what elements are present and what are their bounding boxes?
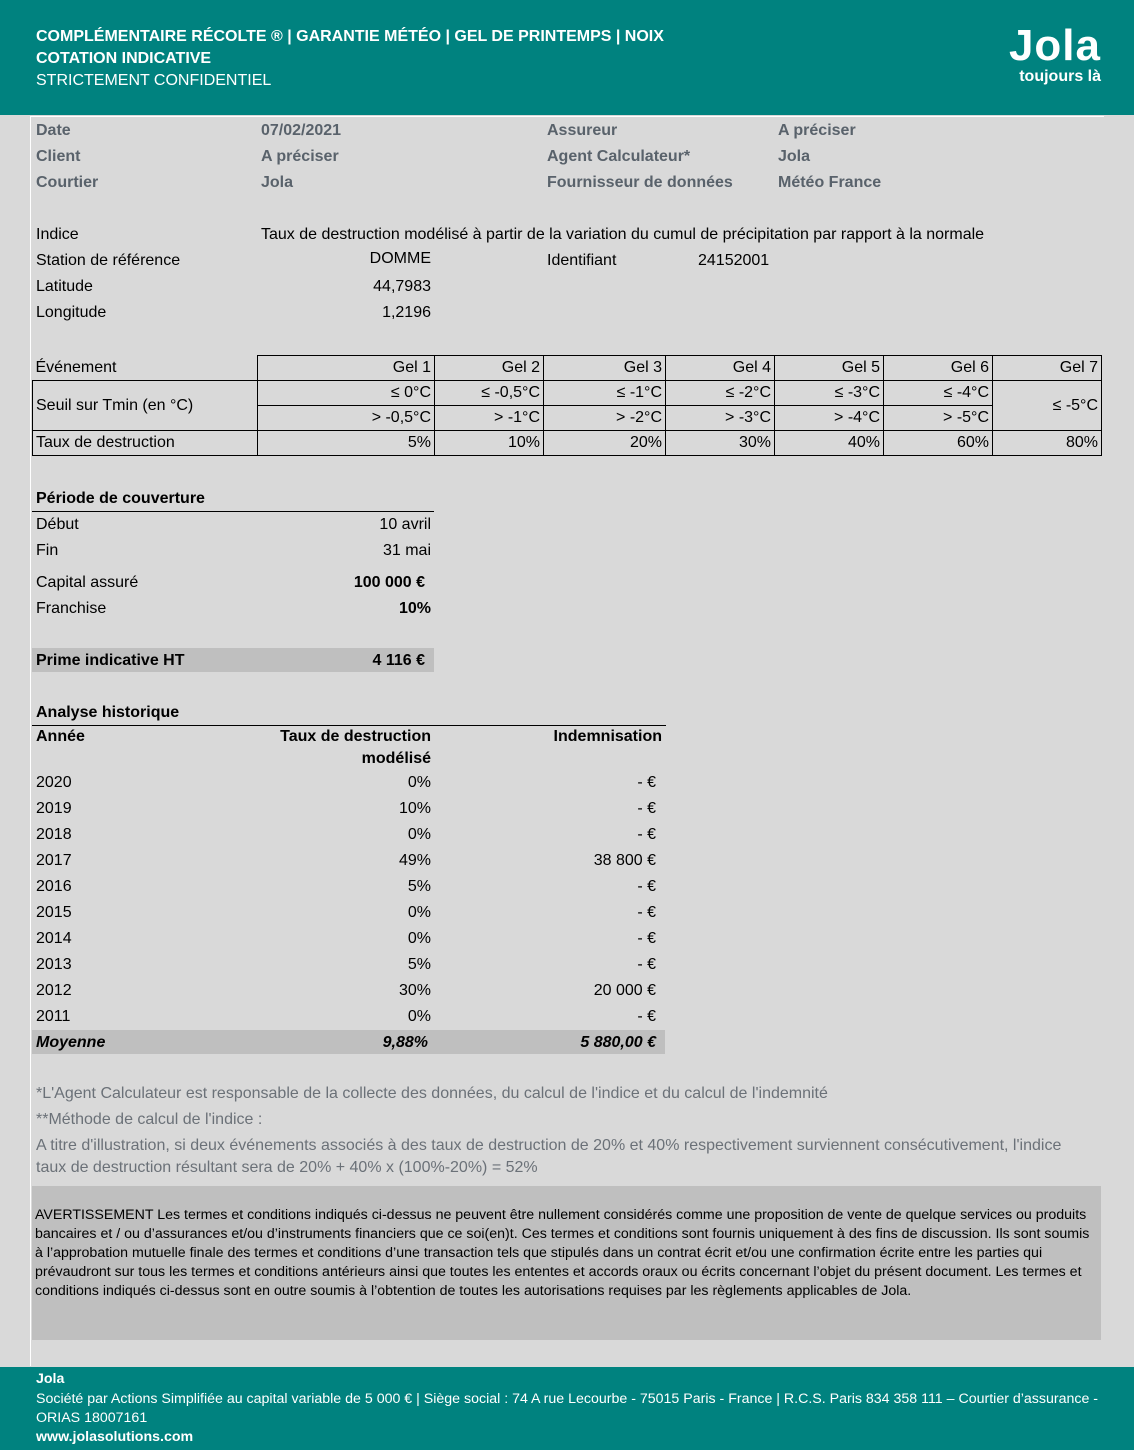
- history-rate: 5%: [407, 956, 431, 973]
- footer-website-link[interactable]: www.jolasolutions.com: [36, 1429, 194, 1445]
- history-year: 2011: [36, 1008, 71, 1025]
- threshold-upper: ≤ 0°C: [258, 381, 435, 406]
- latitude-label: Latitude: [36, 278, 93, 295]
- threshold-upper-row: [33, 381, 1102, 406]
- history-year: 2013: [36, 956, 72, 973]
- col-rate-header: Taux de destruction: [280, 728, 431, 745]
- history-rate: 0%: [407, 930, 431, 947]
- logo-tagline: toujours là: [1019, 68, 1101, 85]
- destruction-rate: 40%: [775, 431, 884, 456]
- destruction-rate: 10%: [435, 431, 544, 456]
- event-label: Événement: [35, 358, 117, 376]
- destruction-rate-row: [33, 431, 1102, 456]
- event-name: Gel 1: [258, 356, 435, 381]
- history-rate: 49%: [398, 852, 431, 869]
- col-year-header: Année: [36, 728, 85, 745]
- date-value: 07/02/2021: [261, 122, 342, 139]
- footer-company: Jola: [36, 1371, 65, 1387]
- history-indemn: 20 000 €: [593, 982, 656, 999]
- threshold-lower: > -3°C: [666, 406, 775, 431]
- history-year: 2017: [36, 852, 72, 869]
- history-rate: 10%: [398, 800, 431, 817]
- header-confidential: STRICTEMENT CONFIDENTIEL: [36, 72, 272, 89]
- history-indemn: - €: [637, 904, 656, 921]
- courtier-label: Courtier: [36, 174, 99, 191]
- threshold-upper: ≤ -3°C: [775, 381, 884, 406]
- events-header-row: [33, 356, 1102, 381]
- agent-label: Agent Calculateur*: [547, 148, 691, 165]
- history-rate: 0%: [407, 904, 431, 921]
- client-value: A préciser: [261, 148, 339, 165]
- history-divider: [32, 725, 666, 726]
- event-name: Gel 7: [993, 356, 1102, 381]
- coverage-title: Période de couverture: [36, 490, 205, 507]
- frame-top-line: [30, 116, 1104, 117]
- history-year: 2014: [36, 930, 72, 947]
- destruction-rate: 80%: [993, 431, 1102, 456]
- note-illustration-1: A titre d'illustration, si deux événements associés à des taux de destruction de 20% et 40% respectivement surviennent consécutivement, l'indice: [36, 1137, 1062, 1154]
- courtier-value: Jola: [261, 174, 294, 191]
- disclaimer-box: [32, 1186, 1101, 1340]
- indice-label: Indice: [36, 226, 79, 243]
- threshold-lower: > -4°C: [775, 406, 884, 431]
- logo-name: Jola: [1008, 21, 1101, 70]
- fin-label: Fin: [36, 542, 59, 559]
- average-label: Moyenne: [36, 1034, 106, 1051]
- history-indemn: - €: [637, 956, 656, 973]
- average-rate: 9,88%: [382, 1034, 428, 1051]
- history-indemn: - €: [637, 800, 656, 817]
- station-label: Station de référence: [36, 252, 181, 269]
- footer-legal-2: ORIAS 18007161: [36, 1410, 148, 1426]
- assureur-label: Assureur: [547, 122, 618, 139]
- destruction-rate: 60%: [884, 431, 993, 456]
- history-indemn: - €: [637, 774, 656, 791]
- col-indemn-header: Indemnisation: [553, 728, 662, 745]
- header-subtitle: COTATION INDICATIVE: [36, 50, 212, 67]
- threshold-lower: > -0,5°C: [258, 406, 435, 431]
- history-indemn: 38 800 €: [593, 852, 656, 869]
- frame-left-line: [30, 116, 31, 1366]
- threshold-upper: ≤ -2°C: [666, 381, 775, 406]
- average-indemn: 5 880,00 €: [580, 1034, 656, 1051]
- history-rate: 0%: [407, 826, 431, 843]
- fournisseur-label: Fournisseur de données: [547, 174, 733, 191]
- prime-value: 4 116 €: [372, 652, 425, 669]
- identifiant-value: 24152001: [698, 252, 770, 269]
- latitude-value: 44,7983: [373, 278, 431, 295]
- history-year: 2016: [36, 878, 72, 895]
- history-title: Analyse historique: [36, 704, 180, 721]
- capital-value: 100 000 €: [353, 574, 425, 591]
- capital-label: Capital assuré: [36, 574, 139, 591]
- longitude-value: 1,2196: [382, 304, 431, 321]
- client-label: Client: [36, 148, 81, 165]
- assureur-value: A préciser: [778, 122, 856, 139]
- footer-legal-1: Société par Actions Simplifiée au capital variable de 5 000 € | Siège social : 74 A rue Lecourbe - 75015 Paris - France | R.C.S. Paris 834 358 111 – Courtier d’assurance -: [36, 1391, 1099, 1407]
- history-year: 2019: [36, 800, 72, 817]
- threshold-upper: ≤ -4°C: [884, 381, 993, 406]
- identifiant-label: Identifiant: [547, 252, 617, 269]
- event-name: Gel 4: [666, 356, 775, 381]
- prime-label: Prime indicative HT: [36, 652, 185, 669]
- disclaimer-text: AVERTISSEMENT Les termes et conditions indiqués ci-dessus ne peuvent être nullement considérés comme une proposition de vente de quelque services ou produits bancaires et / ou d’assurances et/ou d’instruments financiers que ce soi(en)t. Ces termes et conditions sont fournis uniquement à des fins de discussion. Ils sont soumis à l’approbation mutuelle finale des termes et conditions d’une transaction tels que stipulés dans un contrat écrit et/ou une confirmation écrite entre les parties qui prévaudront sur tous les termes et conditions antérieurs ainsi que toutes les ententes et accords oraux ou écrits concernant l’objet du présent document. Les termes et conditions indiqués ci-dessus sont en outre soumis à l’obtention de toutes les autorisations requises par les règlements applicables de Jola.: [35, 1207, 1090, 1299]
- history-year: 2015: [36, 904, 72, 921]
- history-rate: 5%: [407, 878, 431, 895]
- threshold-lower: > -1°C: [435, 406, 544, 431]
- history-indemn: - €: [637, 1008, 656, 1025]
- footer: [0, 1367, 1134, 1450]
- history-year: 2012: [36, 982, 72, 999]
- franchise-value: 10%: [398, 600, 431, 617]
- coverage-divider: [32, 511, 434, 512]
- note-method: **Méthode de calcul de l'indice :: [36, 1111, 263, 1128]
- threshold-upper: ≤ -5°C: [993, 381, 1102, 431]
- agent-value: Jola: [778, 148, 811, 165]
- events-table: [32, 355, 1102, 456]
- event-name: Gel 2: [435, 356, 544, 381]
- fin-value: 31 mai: [382, 542, 431, 559]
- col-rate-header-2: modélisé: [361, 750, 431, 767]
- history-indemn: - €: [637, 826, 656, 843]
- header-banner: [0, 0, 1134, 115]
- seuil-label: Seuil sur Tmin (en °C): [33, 381, 258, 431]
- history-rate: 0%: [407, 774, 431, 791]
- history-rate: 0%: [407, 1008, 431, 1025]
- note-agent: *L'Agent Calculateur est responsable de la collecte des données, du calcul de l'indice et du calcul de l'indemnité: [36, 1085, 828, 1102]
- event-name: Gel 5: [775, 356, 884, 381]
- date-label: Date: [36, 122, 71, 139]
- history-indemn: - €: [637, 878, 656, 895]
- event-name: Gel 6: [884, 356, 993, 381]
- debut-label: Début: [36, 516, 79, 533]
- jola-logo: [1008, 21, 1101, 86]
- threshold-upper: ≤ -0,5°C: [435, 381, 544, 406]
- destruction-rate: 5%: [258, 431, 435, 456]
- destruction-rate: 20%: [544, 431, 666, 456]
- history-year: 2018: [36, 826, 72, 843]
- threshold-upper: ≤ -1°C: [544, 381, 666, 406]
- destruction-rate: 30%: [666, 431, 775, 456]
- history-indemn: - €: [637, 930, 656, 947]
- franchise-label: Franchise: [36, 600, 107, 617]
- debut-value: 10 avril: [379, 516, 431, 533]
- longitude-label: Longitude: [36, 304, 107, 321]
- history-year: 2020: [36, 774, 72, 791]
- indice-value: Taux de destruction modélisé à partir de la variation du cumul de précipitation par rapport à la normale: [261, 226, 985, 243]
- event-name: Gel 3: [544, 356, 666, 381]
- note-illustration-2: taux de destruction résultant sera de 20% + 40% x (100%-20%) = 52%: [36, 1159, 538, 1176]
- station-value: DOMME: [369, 250, 431, 267]
- header-title: COMPLÉMENTAIRE RÉCOLTE ® | GARANTIE MÉTÉO | GEL DE PRINTEMPS | NOIX: [36, 28, 664, 45]
- history-rate: 30%: [398, 982, 431, 999]
- taux-label: Taux de destruction: [33, 431, 258, 456]
- threshold-lower: > -2°C: [544, 406, 666, 431]
- threshold-lower: > -5°C: [884, 406, 993, 431]
- fournisseur-value: Météo France: [778, 174, 882, 191]
